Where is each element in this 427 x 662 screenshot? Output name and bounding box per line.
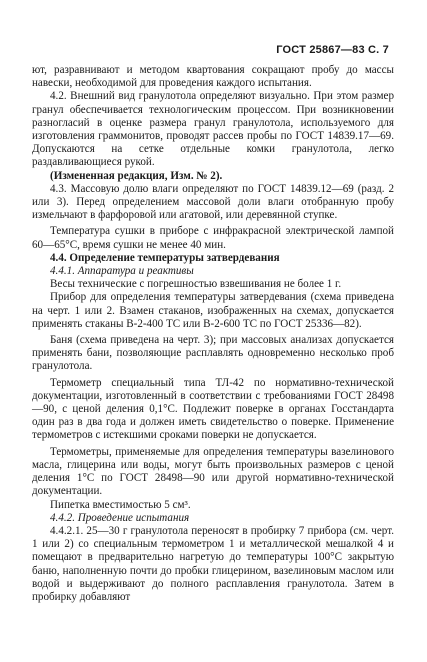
paragraph: Баня (схема приведена на черт. 3); при массовых анализах допускается применять бани, позволяющие расплавлять одновременно несколько проб гранулотола.: [32, 334, 394, 373]
page-header: ГОСТ 25867—83 С. 7: [276, 44, 389, 56]
document-body: [32, 64, 394, 604]
paragraph: Прибор для определения температуры затвердевания (схема приведена на черт. 1 или 2. Взамен стаканов, изображенных на схемах, допускается применять стаканы В-2-400 ТС или В-2-600 ТС по ГОСТ 25336—82).: [32, 291, 394, 330]
paragraph: 4.4.1. Аппаратура и реактивы: [50, 265, 194, 278]
paragraph: Температура сушки в приборе с инфракрасной электрической лампой 60—65°С, время сушки не менее 40 мин.: [32, 225, 394, 251]
paragraph: 4.2. Внешний вид гранулотола определяют визуально. При этом размер гранул обеспечивается технологическим процессом. При возникновении разногласий в оценке размера гранул гранулотола, используемого для изготовления граммонитов, проводят рассев пробы по ГОСТ 14839.17—69. Допускаются на сетке отдельные комки гранулотола, легко раздавливающиеся рукой.: [32, 90, 394, 169]
paragraph: Весы технические с погрешностью взвешивания не более 1 г.: [50, 278, 342, 291]
paragraph: ют, разравнивают и методом квартования сокращают пробу до массы навески, необходимой для проведения каждого испытания.: [32, 64, 394, 90]
paragraph: 4.4. Определение температуры затвердевания: [50, 251, 280, 264]
paragraph: Термометры, применяемые для определения температуры вазелинового масла, глицерина или воды, могут быть произвольных размеров с ценой деления 1°С по ГОСТ 28498—90 или другой нормативно-технической документации.: [32, 445, 394, 498]
paragraph: 4.3. Массовую долю влаги определяют по ГОСТ 14839.12—69 (разд. 2 или 3). Перед определением массовой доли влаги отобранную пробу измельчают в фарфоровой или агатовой, или деревянной ступке.: [32, 182, 394, 222]
paragraph: Термометр специальный типа ТЛ-42 по нормативно-технической документации, изготовленный в соответствии с требованиями ГОСТ 28498—90, с ценой деления 0,1°С. Подлежит поверке в органах Госстандарта один раз в два года и должен иметь свидетельство о поверке. Применение термометров с истекшими сроками поверки не допускается.: [32, 376, 394, 442]
paragraph: (Измененная редакция, Изм. № 2).: [50, 169, 223, 182]
paragraph: 4.4.2. Проведение испытания: [50, 511, 190, 524]
paragraph: 4.4.2.1. 25—30 г гранулотола переносят в пробирку 7 прибора (см. черт. 1 или 2) со специальным термометром 1 и металлической мешалкой 4 и помещают в предварительно нагретую до температуры 100°С закрытую баню, наполненную почти до пробки глицерином, вазелиновым маслом или водой и выдерживают до полного расплавления гранулотола. Затем в пробирку добавляют: [32, 524, 394, 603]
paragraph: Пипетка вместимостью 5 см³.: [50, 498, 191, 511]
